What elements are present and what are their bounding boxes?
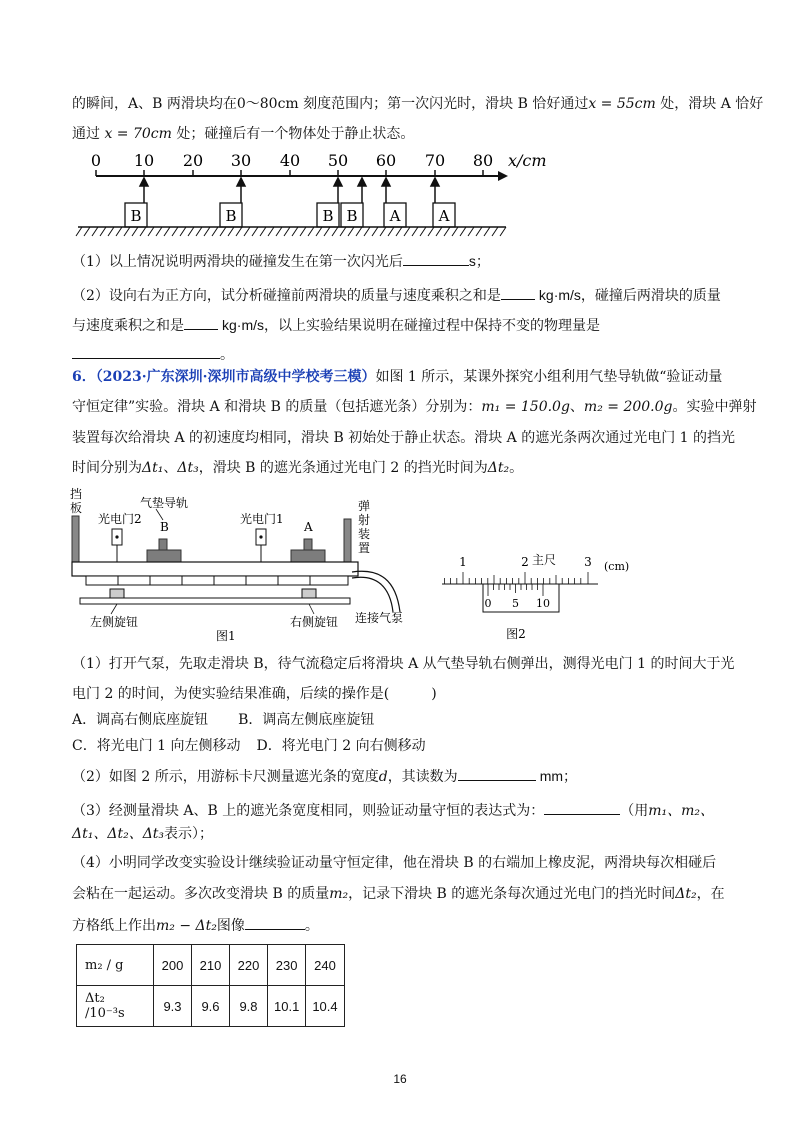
q5-part2-unit-after: kg·m/s [222, 317, 264, 333]
q5-part2-end: 。 [220, 347, 234, 363]
table-cell: 230 [268, 945, 306, 986]
table-cell: 240 [306, 945, 344, 986]
air-rail [72, 562, 358, 576]
fig1-block-b-label: B [160, 520, 169, 534]
q6-intro-line2: 守恒定律”实验。滑块 A 和滑块 B 的质量（包括遮光条）分别为：m₁ = 150.0g、m₂ = 200.0g。实验中弹射 [72, 399, 757, 415]
q5-part2-line2-text: 与速度乘积之和是 [72, 318, 184, 334]
table-cell: 9.6 [192, 986, 230, 1027]
gate1-label: 光电门1 [240, 512, 284, 526]
block-b-1-label: B [130, 207, 142, 225]
q6-part2-text: （2）如图 2 所示，用游标卡尺测量遮光条的宽度 [72, 769, 379, 785]
q5-part2-tail: ，碰撞后两滑块的质量 [580, 288, 721, 304]
q6-part4-dt2: Δt₂ [675, 886, 697, 902]
data-table [76, 944, 345, 1027]
figure-2-vernier-caliper [430, 540, 640, 645]
q6-intro2a: 守恒定律”实验。滑块 A 和滑块 B 的质量（包括遮光条）分别为： [72, 399, 482, 415]
q6-dt1: Δt₁ [142, 460, 164, 476]
q6-part3-vars1: m₁、m₂、 [648, 803, 714, 819]
tick-70: 70 [424, 151, 446, 170]
q5-part2-line3 [72, 343, 234, 365]
tick-80: 80 [472, 151, 494, 170]
q5-part1-blank[interactable] [403, 250, 469, 266]
tick-60: 60 [375, 151, 397, 170]
vernier-tick-0: 0 [484, 597, 492, 610]
launcher [344, 519, 351, 563]
q5-part2-blank-quantity[interactable] [72, 343, 220, 359]
ground-hatch [76, 227, 506, 236]
figure-2-caption: 图2 [506, 627, 526, 641]
q6-intro4c: 。 [509, 460, 524, 476]
q5-part1-text: （1）以上情况说明两滑块的碰撞发生在第一次闪光后 [72, 254, 403, 270]
q6-part4-mid: ，记录下滑块 B 的遮光条每次通过光电门的挡光时间 [348, 886, 676, 902]
q6-part3-line2 [72, 824, 213, 844]
q6-part1-line1 [72, 654, 734, 674]
table-cell: 10.4 [306, 986, 344, 1027]
right-knob [302, 589, 316, 598]
left-knob-label: 左侧旋钮 [90, 615, 139, 629]
position-arrows [140, 178, 439, 203]
table-row [77, 986, 345, 1027]
launcher-label-1: 弹 [358, 499, 371, 513]
q6-intro3: 装置每次给滑块 A 的初速度均相同，滑块 B 初始处于静止状态。滑块 A 的遮光条两次通过光电门 1 的挡光 [72, 430, 736, 446]
main-scale-ticks [444, 572, 588, 584]
q6-part1-text-b: 电门 2 的时间，为使实验结果准确，后续的操作是( ) [72, 686, 437, 702]
q5-part1-unit: s； [468, 253, 490, 269]
q6-part4-text-a: （4）小明同学改变实验设计继续验证动量守恒定律，他在滑块 B 的右端加上橡皮泥，两滑块每次相碰后 [72, 855, 717, 871]
tick-30: 30 [230, 151, 252, 170]
top-line-2 [72, 124, 414, 144]
option-a[interactable]: A．调高右侧底座旋钮 [72, 712, 209, 728]
q6-intro-line3 [72, 428, 735, 448]
table-cell: 200 [154, 945, 192, 986]
q6-part3-vars2: Δt₁、Δt₂、Δt₃ [72, 826, 165, 842]
block-b-3-label: B [322, 207, 334, 225]
base-board [80, 598, 350, 604]
q6-part2-unit: mm； [539, 768, 578, 784]
table-cell: 9.3 [154, 986, 192, 1027]
tick-50: 50 [327, 151, 349, 170]
top-x55: x = 55cm [588, 96, 656, 112]
q6-part4-text-b: 会粘在一起运动。多次改变滑块 B 的质量 [72, 886, 330, 902]
block-b-2-label: B [225, 207, 237, 225]
stop-label-1: 挡 [70, 487, 83, 501]
table-cell: 10.1 [268, 986, 306, 1027]
q5-part2-line2 [72, 314, 600, 336]
q6-part4-line3 [72, 914, 319, 936]
q6-part4-blank[interactable] [245, 914, 305, 930]
q6-part2-d: d [378, 769, 388, 785]
table-header-dt2: Δt₂ /10⁻³s [77, 986, 154, 1027]
q6-intro4a: 时间分别为 [72, 460, 142, 476]
main-tick-2: 2 [521, 555, 529, 569]
flash-ruler-diagram [0, 148, 800, 240]
q5-part2-unit-before: kg·m/s [538, 287, 581, 303]
q6-dt3: Δt₃ [177, 460, 199, 476]
ruler-unit: x/cm [508, 151, 547, 170]
q6-part1-line2 [72, 684, 437, 704]
page-number: 16 [393, 1072, 407, 1086]
tick-0: 0 [90, 151, 102, 170]
top-line-2-tail: 处；碰撞后有一个物体处于静止状态。 [171, 126, 415, 142]
main-tick-1: 1 [459, 555, 467, 569]
launcher-label-4: 置 [358, 541, 371, 555]
pump-label: 连接气泵 [355, 611, 404, 625]
q6-part4-line2 [72, 884, 725, 904]
top-line-1 [72, 94, 763, 114]
tick-20: 20 [182, 151, 204, 170]
q6-part4-m2: m₂ [329, 886, 349, 902]
main-tick-3: 3 [584, 555, 592, 569]
q6-part3-line1 [72, 799, 714, 821]
gate2-label: 光电门2 [98, 512, 142, 526]
q6-part3-end: 表示）； [164, 826, 214, 842]
q6-part4-text-c: 方格纸上作出 [72, 918, 156, 934]
q6-part2-blank[interactable] [458, 765, 536, 781]
q6-intro-line1 [72, 367, 722, 387]
top-line-2-pre: 通过 [72, 126, 105, 142]
block-b-4-label: B [346, 207, 358, 225]
q6-part4-expr: m₂ − Δt₂ [156, 918, 217, 934]
q6-part4-line1 [72, 853, 716, 873]
q5-part1 [72, 250, 490, 272]
q6-options-row1 [72, 710, 374, 730]
q6-intro2b: 。实验中弹射 [672, 399, 757, 415]
q6-intro1: 如图 1 所示，某课外探究小组利用气垫导轨做“验证动量 [375, 369, 723, 385]
launcher-label-3: 装 [358, 527, 371, 541]
top-line-1-text: 的瞬间，A、B 两滑块均在0～80cm 刻度范围内；第一次闪光时，滑块 B 恰好通过 [72, 96, 589, 112]
q6-options-row2 [72, 736, 426, 756]
stop-label-2: 板 [70, 501, 83, 515]
figure-1-caption: 图1 [216, 629, 236, 643]
table-cell: 220 [230, 945, 268, 986]
main-scale-label: 主尺 [532, 553, 557, 567]
slider-a [291, 550, 325, 563]
table-header-m2: m₂ / g [77, 945, 154, 986]
launcher-label-2: 射 [358, 513, 371, 527]
slider-b [147, 550, 181, 563]
q6-intro4b: ，滑块 B 的遮光条通过光电门 2 的挡光时间为 [198, 460, 488, 476]
table-row [77, 945, 345, 986]
q6-source: （2023·广东深圳·深圳市高级中学校考三模） [95, 369, 376, 385]
q6-number: 6． [72, 369, 96, 385]
q5-part2-line1 [72, 284, 721, 306]
vernier-tick-10: 10 [536, 597, 550, 610]
figure-1-air-track [0, 484, 430, 644]
q6-m1: m₁ = 150.0g [481, 399, 570, 415]
top-x70: x = 70cm [104, 126, 172, 142]
block-a-2-label: A [438, 207, 450, 225]
tick-10: 10 [133, 151, 155, 170]
option-d[interactable]: D．将光电门 2 向右侧移动 [256, 738, 426, 754]
q5-part2-blank-after[interactable] [184, 314, 218, 330]
block-a-1-label: A [389, 207, 401, 225]
q5-part2-text: （2）设向右为正方向，试分析碰撞前两滑块的质量与速度乘积之和是 [72, 288, 501, 304]
q6-part4-end: ，在 [696, 886, 725, 902]
q6-part4-period: 。 [304, 918, 319, 934]
option-b[interactable]: B．调高左侧底座旋钮 [238, 712, 375, 728]
table-cell: 210 [192, 945, 230, 986]
q5-part2-line2-tail: ，以上实验结果说明在碰撞过程中保持不变的物理量是 [264, 318, 600, 334]
top-line-1-tail: 处，滑块 A 恰好 [655, 96, 764, 112]
q6-part2 [72, 765, 577, 787]
q6-m2: m₂ = 200.0g [583, 399, 673, 415]
q6-part4-tail: 图像 [216, 918, 245, 934]
q6-part3-tail: （用 [620, 803, 649, 819]
q6-intro-line4: 时间分别为Δt₁、Δt₃，滑块 B 的遮光条通过光电门 2 的挡光时间为Δt₂。 [72, 460, 524, 476]
table-cell: 9.8 [230, 986, 268, 1027]
q5-part2-blank-before[interactable] [501, 284, 535, 300]
rail-label: 气垫导轨 [140, 496, 189, 510]
fig1-block-a-label: A [304, 520, 313, 534]
right-knob-label: 右侧旋钮 [290, 615, 339, 629]
q6-part3-text: （3）经测量滑块 A、B 上的遮光条宽度相同，则验证动量守恒的表达式为： [72, 803, 545, 819]
scale-unit: (cm) [604, 560, 630, 573]
stop-board [72, 516, 79, 562]
left-knob [110, 589, 124, 598]
option-c[interactable]: C．将光电门 1 向左侧移动 [72, 738, 241, 754]
q6-part2-tail: ，其读数为 [387, 769, 458, 785]
vernier-tick-5: 5 [512, 597, 519, 610]
q6-part1-text-a: （1）打开气泵，先取走滑块 B，待气流稳定后将滑块 A 从气垫导轨右侧弹出，测得光电门 1 的时间大于光 [72, 656, 735, 672]
q6-part3-blank[interactable] [544, 799, 620, 815]
q6-dt2: Δt₂ [487, 460, 510, 476]
tick-40: 40 [279, 151, 301, 170]
